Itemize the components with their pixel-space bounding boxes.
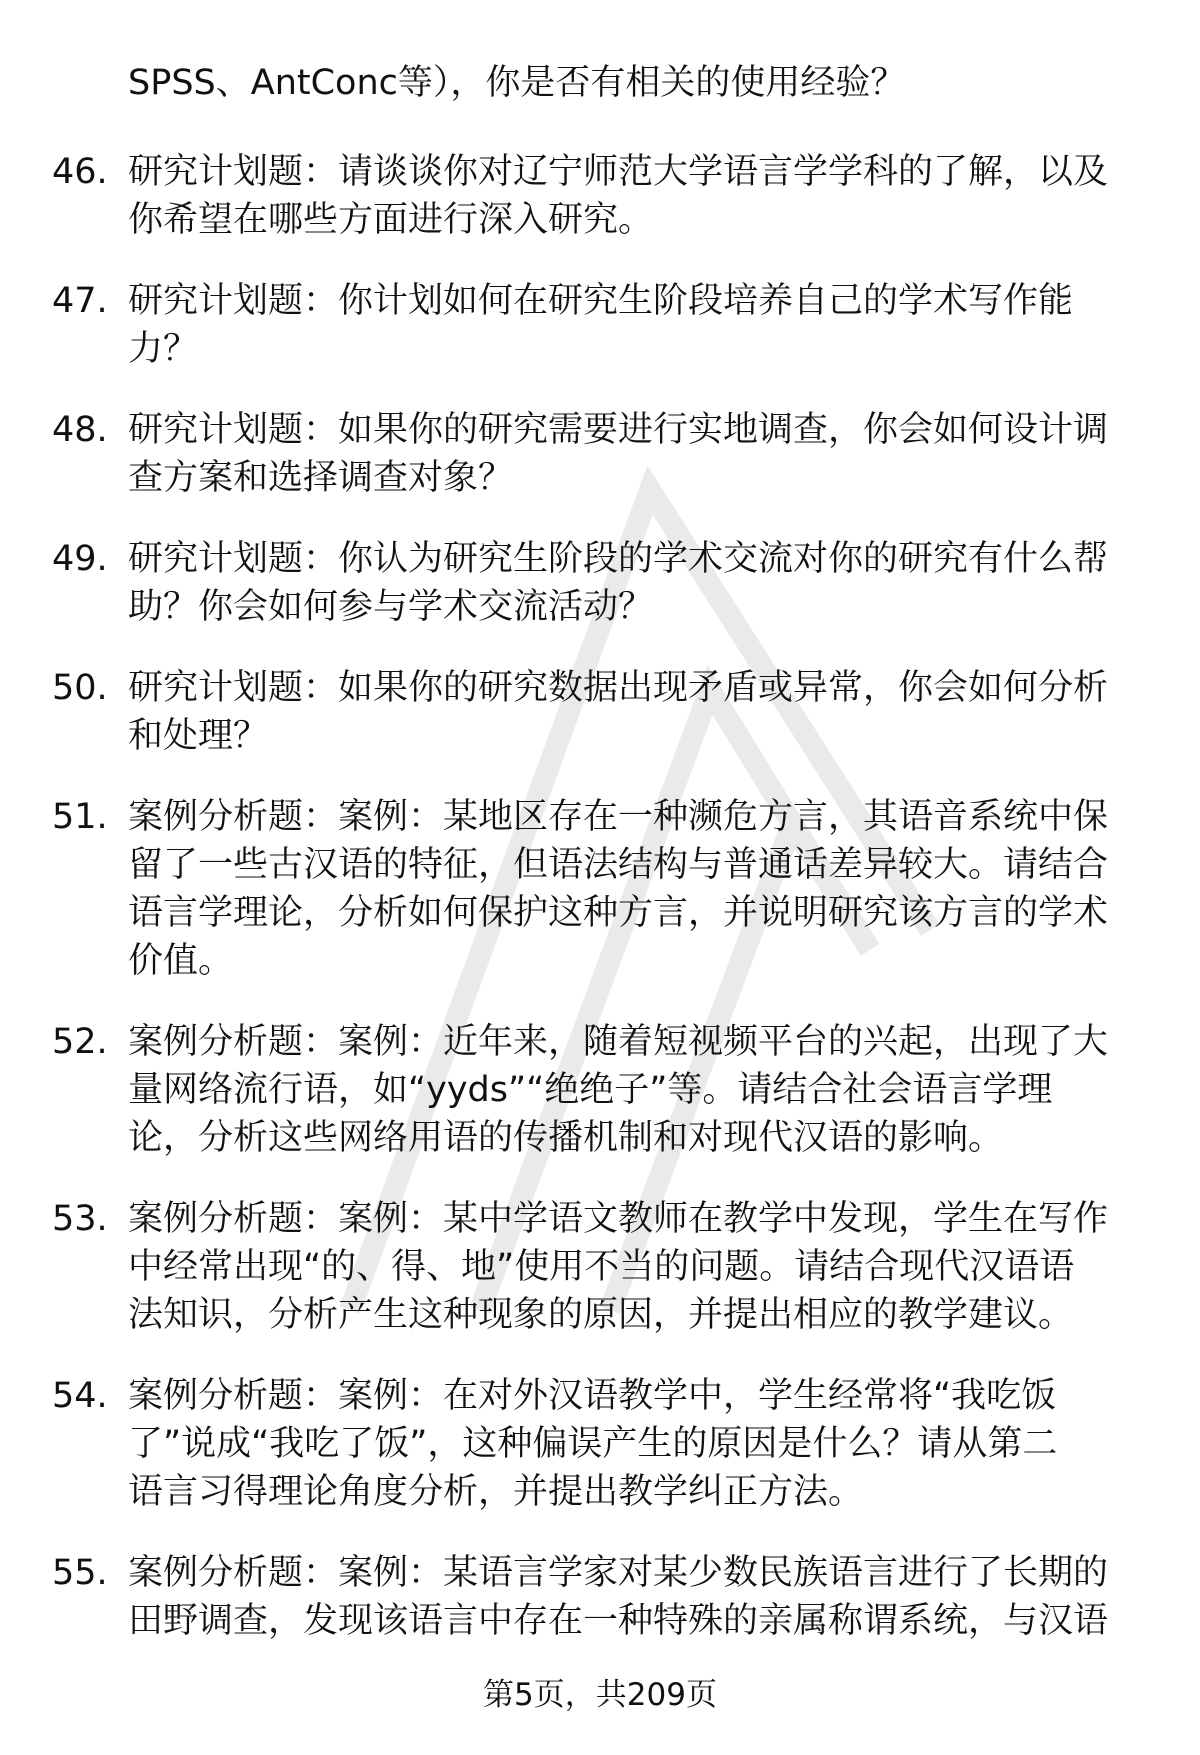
question-item — [0, 406, 1200, 502]
question-number: 52. — [52, 1022, 108, 1062]
question-line: 语言学理论，分析如何保护这种方言，并说明研究该方言的学术 — [128, 893, 1109, 933]
question-number: 54. — [52, 1376, 108, 1416]
question-item — [0, 1549, 1200, 1645]
page-number: 第5页，共209页 — [483, 1677, 717, 1713]
question-item — [0, 1018, 1200, 1162]
question-item — [0, 1195, 1200, 1339]
question-line: 留了一些古汉语的特征，但语法结构与普通话差异较大。请结合 — [128, 845, 1109, 885]
question-line: 力？ — [128, 329, 199, 369]
question-line: 助？你会如何参与学术交流活动？ — [128, 587, 654, 627]
question-line: 中经常出现“的、得、地”使用不当的问题。请结合现代汉语语 — [128, 1247, 1075, 1287]
question-item — [0, 793, 1200, 985]
question-line: 语言习得理论角度分析，并提出教学纠正方法。 — [128, 1472, 864, 1512]
question-number: 46. — [52, 152, 108, 192]
question-item — [0, 535, 1200, 631]
question-line: 价值。 — [128, 941, 234, 981]
question-number: 50. — [52, 668, 108, 708]
question-line: 案例分析题：案例：某地区存在一种濒危方言，其语音系统中保 — [128, 797, 1109, 837]
question-line: 法知识，分析产生这种现象的原因，并提出相应的教学建议。 — [128, 1295, 1074, 1335]
question-number: 49. — [52, 539, 108, 579]
question-line: 量网络流行语，如“yyds”“绝绝子”等。请结合社会语言学理 — [128, 1070, 1053, 1110]
question-line: 查方案和选择调查对象？ — [128, 458, 514, 498]
question-line: 案例分析题：案例：近年来，随着短视频平台的兴起，出现了大 — [128, 1022, 1109, 1062]
question-line: SPSS、AntConc等），你是否有相关的使用经验？ — [128, 63, 906, 103]
question-line: 你希望在哪些方面进行深入研究。 — [128, 200, 654, 240]
question-item — [0, 664, 1200, 760]
question-line: 研究计划题：如果你的研究数据出现矛盾或异常，你会如何分析 — [128, 668, 1109, 708]
continued-question — [0, 59, 1200, 107]
question-number: 55. — [52, 1553, 108, 1593]
question-line: 了”说成“我吃了饭”，这种偏误产生的原因是什么？请从第二 — [128, 1424, 1058, 1464]
question-number: 47. — [52, 281, 108, 321]
question-item — [0, 148, 1200, 244]
question-line: 田野调查，发现该语言中存在一种特殊的亲属称谓系统，与汉语 — [128, 1601, 1109, 1641]
question-line: 研究计划题：请谈谈你对辽宁师范大学语言学学科的了解，以及 — [128, 152, 1109, 192]
question-list — [0, 59, 1200, 1678]
question-line: 案例分析题：案例：在对外汉语教学中，学生经常将“我吃饭 — [128, 1376, 1057, 1416]
question-line: 研究计划题：你计划如何在研究生阶段培养自己的学术写作能 — [128, 281, 1074, 321]
question-line: 研究计划题：如果你的研究需要进行实地调查，你会如何设计调 — [128, 410, 1109, 450]
question-line: 案例分析题：案例：某语言学家对某少数民族语言进行了长期的 — [128, 1553, 1109, 1593]
question-line: 案例分析题：案例：某中学语文教师在教学中发现，学生在写作 — [128, 1199, 1109, 1239]
question-line: 研究计划题：你认为研究生阶段的学术交流对你的研究有什么帮 — [128, 539, 1109, 579]
question-line: 和处理？ — [128, 716, 269, 756]
question-number: 53. — [52, 1199, 108, 1239]
question-number: 51. — [52, 797, 108, 837]
question-item — [0, 277, 1200, 373]
question-line: 论，分析这些网络用语的传播机制和对现代汉语的影响。 — [128, 1118, 1004, 1158]
question-item — [0, 1372, 1200, 1516]
question-number: 48. — [52, 410, 108, 450]
